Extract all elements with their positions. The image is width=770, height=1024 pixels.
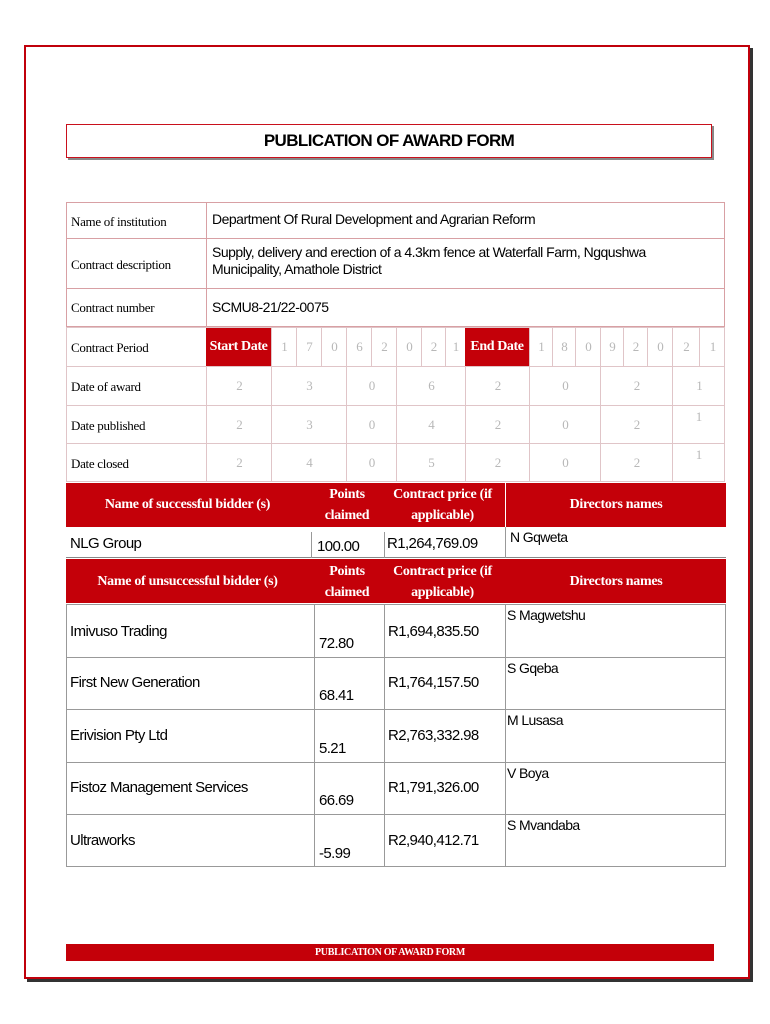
contract-period-label: Contract Period <box>71 340 149 355</box>
date-of-award-row <box>66 366 725 406</box>
successful-directors-header: Directors names <box>569 497 663 512</box>
bidder-price: R1,764,157.50 <box>388 674 479 691</box>
bidder-directors: M Lusasa <box>507 712 563 728</box>
start-digit: 2 <box>371 328 397 366</box>
end-digit: 1 <box>529 328 553 366</box>
date-digit: 4 <box>396 406 466 443</box>
date-digit: 1 <box>672 406 725 443</box>
date-digit: 1 <box>672 444 725 481</box>
footer-title: PUBLICATION OF AWARD FORM <box>314 947 465 958</box>
successful-bidder-name: NLG Group <box>70 535 142 552</box>
bidder-name: Fistoz Management Services <box>70 779 248 796</box>
description-value: Supply, delivery and erection of a 4.3km fence at Waterfall Farm, Ngqushwa Municipality, Amathole District <box>212 244 646 277</box>
date-digit: 2 <box>206 367 272 405</box>
unsuccessful-name-header: Name of unsuccessful bidder (s) <box>97 574 278 589</box>
bidder-name: First New Generation <box>70 674 200 691</box>
successful-bidder-points: 100.00 <box>317 538 360 555</box>
bidder-name: Imivuso Trading <box>70 623 167 640</box>
date-closed-label: Date closed <box>71 456 129 471</box>
date-digit: 2 <box>600 444 673 481</box>
institution-row <box>66 202 725 239</box>
start-digit: 6 <box>346 328 372 366</box>
date-digit: 2 <box>600 406 673 443</box>
contract-number-value: SCMU8-21/22-0075 <box>212 299 329 315</box>
institution-label: Name of institution <box>71 214 167 229</box>
bidder-price: R1,694,835.50 <box>388 623 479 640</box>
bidder-points: 68.41 <box>319 687 354 704</box>
unsuccessful-price-header: Contract price (if applicable) <box>393 564 492 600</box>
successful-bidder-header <box>66 483 726 527</box>
end-date-label: End Date <box>465 328 529 366</box>
start-digit: 0 <box>396 328 422 366</box>
footer-bar <box>66 944 714 961</box>
unsuccessful-directors-header: Directors names <box>569 574 663 589</box>
title-box <box>66 124 712 158</box>
date-digit: 0 <box>346 406 397 443</box>
start-digit: 2 <box>421 328 446 366</box>
date-published-label: Date published <box>71 418 146 433</box>
date-digit: 6 <box>396 367 466 405</box>
bidder-price: R1,791,326.00 <box>388 779 479 796</box>
end-digit: 2 <box>672 328 700 366</box>
date-digit: 5 <box>396 444 466 481</box>
date-of-award-label: Date of award <box>71 379 141 394</box>
date-closed-row <box>66 443 725 482</box>
unsuccessful-bidder-row <box>66 815 726 866</box>
successful-name-header: Name of successful bidder (s) <box>104 497 271 512</box>
date-digit: 3 <box>271 406 347 443</box>
unsuccessful-bidder-row <box>66 763 726 814</box>
successful-points-header: Points claimed <box>324 487 370 523</box>
description-label: Contract description <box>71 257 171 272</box>
bidder-points: 5.21 <box>319 740 346 757</box>
successful-bidder-directors: N Gqweta <box>510 529 568 545</box>
date-digit: 1 <box>672 367 726 405</box>
contract-period-row <box>66 327 725 367</box>
bidder-price: R2,763,332.98 <box>388 727 479 744</box>
bidder-points: 72.80 <box>319 635 354 652</box>
bidder-points: -5.99 <box>319 845 351 862</box>
end-digit: 0 <box>575 328 601 366</box>
bidder-name: Ultraworks <box>70 832 135 849</box>
date-digit: 0 <box>346 367 397 405</box>
date-digit: 2 <box>465 406 530 443</box>
bidder-points: 66.69 <box>319 792 354 809</box>
successful-bidder-row <box>66 527 726 558</box>
date-digit: 2 <box>600 367 673 405</box>
date-digit: 0 <box>529 444 601 481</box>
contract-number-label: Contract number <box>71 300 155 315</box>
end-digit: 1 <box>699 328 726 366</box>
date-digit: 2 <box>206 444 272 481</box>
date-digit: 0 <box>346 444 397 481</box>
page-title: PUBLICATION OF AWARD FORM <box>263 131 515 150</box>
date-digit: 0 <box>529 367 601 405</box>
bidder-price: R2,940,412.71 <box>388 832 479 849</box>
start-digit: 1 <box>271 328 297 366</box>
date-digit: 0 <box>529 406 601 443</box>
end-digit: 8 <box>552 328 576 366</box>
date-published-row <box>66 405 725 444</box>
description-row <box>66 238 725 289</box>
bidder-directors: S Gqeba <box>507 660 559 676</box>
successful-price-header: Contract price (if applicable) <box>393 487 492 523</box>
bidder-directors: S Mvandaba <box>507 817 580 833</box>
bidder-name: Erivision Pty Ltd <box>70 727 168 744</box>
unsuccessful-bidder-row <box>66 605 726 657</box>
end-digit: 9 <box>600 328 624 366</box>
unsuccessful-bidder-row <box>66 658 726 709</box>
end-digit: 0 <box>647 328 673 366</box>
bidder-directors: V Boya <box>507 765 549 781</box>
bidder-directors: S Magwetshu <box>507 607 586 623</box>
start-date-label: Start Date <box>206 328 271 366</box>
date-digit: 3 <box>271 367 347 405</box>
start-digit: 7 <box>296 328 322 366</box>
date-digit: 2 <box>465 444 530 481</box>
start-digit: 0 <box>321 328 347 366</box>
institution-value: Department Of Rural Development and Agrarian Reform <box>212 211 536 227</box>
date-digit: 4 <box>271 444 347 481</box>
contract-number-row <box>66 288 725 327</box>
date-digit: 2 <box>206 406 272 443</box>
start-digit: 1 <box>445 328 466 366</box>
unsuccessful-bidder-header <box>66 559 726 603</box>
end-digit: 2 <box>623 328 648 366</box>
successful-bidder-price: R1,264,769.09 <box>387 535 478 552</box>
date-digit: 2 <box>465 367 530 405</box>
unsuccessful-bidder-row <box>66 710 726 762</box>
unsuccessful-points-header: Points claimed <box>324 564 370 600</box>
